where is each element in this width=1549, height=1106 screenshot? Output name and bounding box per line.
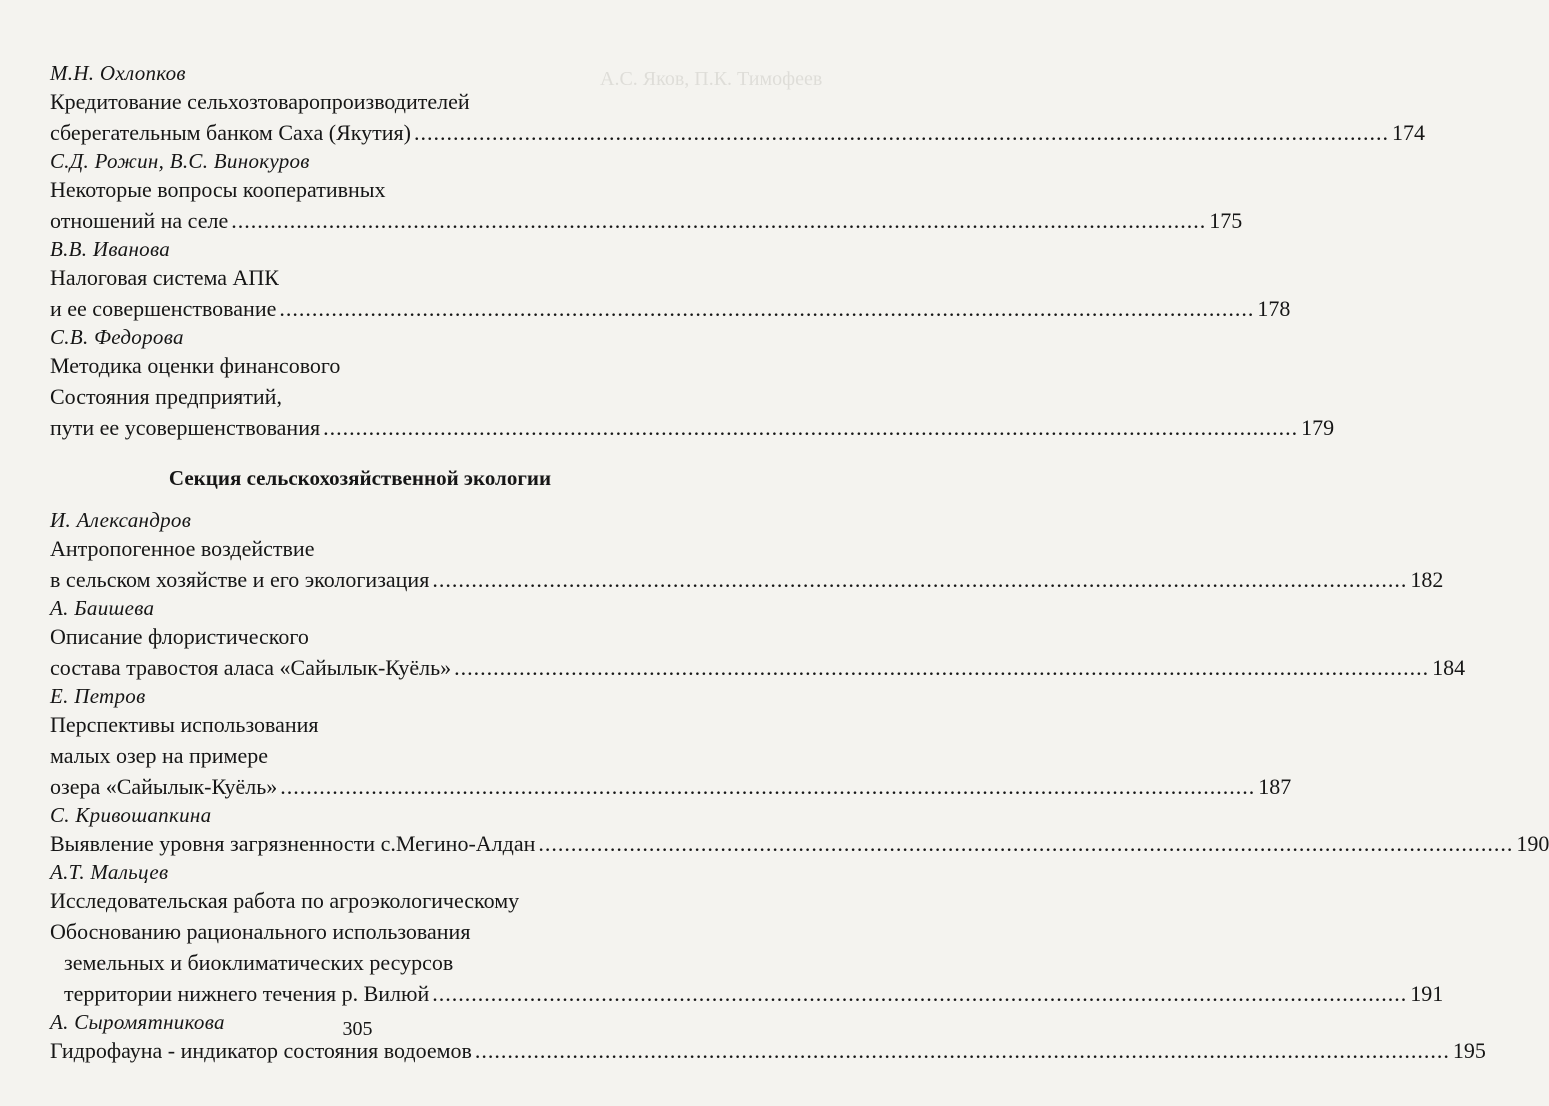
- entry-author: С.Д. Рожин, В.С. Винокуров: [50, 149, 310, 173]
- leader-dots: [231, 205, 1206, 236]
- entry-page-number: 191: [1410, 981, 1444, 1006]
- toc-entry: [50, 507, 1444, 595]
- leader-dots: [414, 117, 1389, 148]
- entry-title-line: Методика оценки финансового: [50, 353, 341, 378]
- entry-page-number: 174: [1391, 120, 1425, 145]
- toc-entry: [50, 683, 1292, 802]
- entry-title-line: малых озер на примере: [50, 743, 268, 768]
- entry-title-last-line: [50, 828, 1549, 859]
- entry-page-number: 178: [1257, 296, 1291, 321]
- entry-title-text: Выявление уровня загрязненности с.Мегино-Алдан: [50, 831, 536, 856]
- entry-author: А. Сыромятникова: [50, 1010, 225, 1034]
- entry-page-number: 187: [1258, 774, 1292, 799]
- toc-entry: [50, 236, 1291, 324]
- entry-title-last-line: [50, 412, 1335, 443]
- entry-author: Е. Петров: [50, 684, 146, 708]
- entry-title-line: Обоснованию рационального использования: [50, 919, 471, 944]
- entry-title-text: пути ее усовершенствования: [50, 415, 321, 440]
- entry-title-line: Состояния предприятий,: [50, 384, 282, 409]
- entry-page-number: 190: [1516, 831, 1549, 856]
- leader-dots: [323, 412, 1298, 443]
- entry-title-line: Налоговая система АПК: [50, 265, 279, 290]
- entry-title-line: Кредитование сельхозтоваропроизводителей: [50, 89, 470, 114]
- toc-entry: [50, 148, 1243, 236]
- leader-dots: [280, 771, 1255, 802]
- entry-page-number: 182: [1410, 567, 1444, 592]
- entry-title-line: Исследовательская работа по агроэкологическому: [50, 888, 520, 913]
- entry-title-line: Перспективы использования: [50, 712, 319, 737]
- leader-dots: [279, 293, 1254, 324]
- entry-title-text: Гидрофауна - индикатор состояния водоемов: [50, 1038, 472, 1063]
- entry-title-last-line: [50, 771, 1292, 802]
- entry-author: В.В. Иванова: [50, 237, 171, 261]
- entry-title-text: состава травостоя алаcа «Сайылык-Куёль»: [50, 655, 452, 680]
- entry-title-last-line: [50, 293, 1291, 324]
- entry-title-line: земельных и биоклиматических ресурсов: [64, 950, 454, 975]
- leader-dots: [432, 978, 1407, 1009]
- entry-title-text: и ее совершенствование: [50, 296, 277, 321]
- entry-title-text: территории нижнего течения р. Вилюй: [64, 981, 430, 1006]
- bleed-through-text: А.С. Яков, П.К. Тимофеев: [600, 68, 823, 90]
- entry-title-last-line: [50, 564, 1444, 595]
- toc-entry: [50, 324, 1335, 443]
- entry-page-number: 195: [1452, 1038, 1486, 1063]
- leader-dots: [432, 564, 1407, 595]
- entry-page-number: 179: [1301, 415, 1335, 440]
- section-heading: Секция сельскохозяйственной экологии: [168, 466, 552, 490]
- entry-author: М.Н. Охлопков: [50, 61, 186, 85]
- entry-author: С.В. Федорова: [50, 325, 184, 349]
- entry-title-last-line: [50, 652, 1466, 683]
- entry-title-text: в сельском хозяйстве и его экологизация: [50, 567, 430, 592]
- entry-title-text: отношений на селе: [50, 208, 229, 233]
- entry-author: И. Александров: [50, 508, 192, 532]
- entry-title-line: Антропогенное воздействие: [50, 536, 315, 561]
- entry-author: А.Т. Мальцев: [50, 860, 169, 884]
- entry-title-line: Описание флористического: [50, 624, 309, 649]
- toc-entry: [50, 859, 1444, 1009]
- entry-title-text: озера «Сайылык-Куёль»: [50, 774, 278, 799]
- entry-title-last-line: [50, 117, 1425, 148]
- entry-title-last-line: [50, 978, 1444, 1009]
- leader-dots: [538, 828, 1513, 859]
- leader-dots: [454, 652, 1429, 683]
- entry-title-last-line: [50, 205, 1243, 236]
- entry-title-line: Некоторые вопросы кооперативных: [50, 177, 386, 202]
- entry-author: С. Кривошапкина: [50, 803, 212, 827]
- entry-page-number: 175: [1209, 208, 1243, 233]
- entry-page-number: 184: [1432, 655, 1466, 680]
- entry-author: А. Баишева: [50, 596, 155, 620]
- toc-entry: [50, 595, 1466, 683]
- entry-title-text: сберегательным банком Саха (Якутия): [50, 120, 411, 145]
- toc-entry: [50, 802, 1549, 859]
- page-number: 305: [342, 1018, 373, 1040]
